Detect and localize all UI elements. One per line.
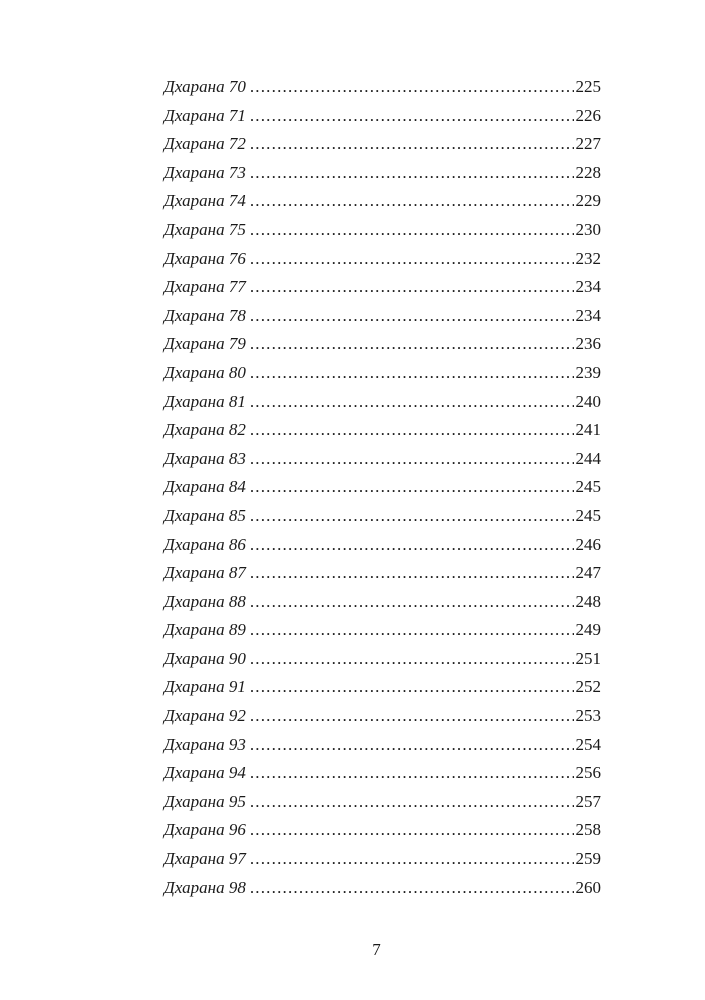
toc-entry-page-number: 245	[575, 477, 601, 497]
toc-entry-title: Дхарана 85	[164, 505, 246, 525]
toc-entry-page-number: 248	[575, 591, 601, 611]
dot-leader	[250, 245, 574, 274]
toc-entry-page-number: 234	[575, 277, 601, 297]
toc-entry-page-number: 257	[575, 791, 601, 811]
toc-entry-page-number: 259	[575, 849, 601, 869]
dot-leader	[250, 330, 574, 359]
toc-entry-page-number: 244	[575, 448, 601, 468]
dot-leader	[250, 559, 574, 588]
toc-entry[interactable]	[164, 73, 601, 102]
toc-entry[interactable]	[164, 502, 601, 531]
toc-entry-page-number: 249	[575, 620, 601, 640]
toc-entry-title: Дхарана 86	[164, 534, 246, 554]
dot-leader	[250, 731, 574, 760]
toc-entry-page-number: 253	[575, 706, 601, 726]
dot-leader	[250, 187, 574, 216]
toc-entry[interactable]	[164, 559, 601, 588]
toc-entry-title: Дхарана 76	[164, 248, 246, 268]
dot-leader	[250, 388, 574, 417]
toc-entry[interactable]	[164, 130, 601, 159]
toc-entry[interactable]	[164, 330, 601, 359]
dot-leader	[250, 359, 574, 388]
toc-entry[interactable]	[164, 473, 601, 502]
toc-entry-page-number: 232	[575, 248, 601, 268]
toc-entry[interactable]	[164, 788, 601, 817]
toc-entry[interactable]	[164, 102, 601, 131]
toc-entry-page-number: 228	[575, 162, 601, 182]
dot-leader	[250, 616, 574, 645]
toc-entry-page-number: 258	[575, 820, 601, 840]
toc-entry[interactable]	[164, 416, 601, 445]
toc-entry-page-number: 234	[575, 305, 601, 325]
toc-entry-title: Дхарана 84	[164, 477, 246, 497]
dot-leader	[250, 816, 574, 845]
toc-entry[interactable]	[164, 816, 601, 845]
toc-entry-title: Дхарана 90	[164, 648, 246, 668]
toc-entry[interactable]	[164, 645, 601, 674]
dot-leader	[250, 73, 574, 102]
toc-entry[interactable]	[164, 388, 601, 417]
toc-entry-title: Дхарана 74	[164, 191, 246, 211]
dot-leader	[250, 845, 574, 874]
toc-entry-title: Дхарана 92	[164, 706, 246, 726]
toc-entry[interactable]	[164, 445, 601, 474]
toc-entry-page-number: 251	[575, 648, 601, 668]
toc-entry-title: Дхарана 79	[164, 334, 246, 354]
dot-leader	[250, 416, 574, 445]
dot-leader	[250, 302, 574, 331]
toc-entry[interactable]	[164, 588, 601, 617]
dot-leader	[250, 673, 574, 702]
toc-entry-title: Дхарана 87	[164, 563, 246, 583]
toc-entry[interactable]	[164, 759, 601, 788]
page-number: 7	[372, 940, 381, 959]
dot-leader	[250, 102, 574, 131]
dot-leader	[250, 130, 574, 159]
toc-entry-page-number: 260	[575, 877, 601, 897]
toc-entry-page-number: 239	[575, 362, 601, 382]
toc-entry-title: Дхарана 95	[164, 791, 246, 811]
toc-entry-title: Дхарана 75	[164, 219, 246, 239]
dot-leader	[250, 588, 574, 617]
toc-entry-title: Дхарана 89	[164, 620, 246, 640]
dot-leader	[250, 473, 574, 502]
toc-entry-page-number: 246	[575, 534, 601, 554]
toc-entry-page-number: 254	[575, 734, 601, 754]
dot-leader	[250, 788, 574, 817]
table-of-contents	[164, 73, 601, 902]
toc-entry[interactable]	[164, 845, 601, 874]
toc-entry-page-number: 256	[575, 763, 601, 783]
toc-entry-page-number: 240	[575, 391, 601, 411]
toc-entry-title: Дхарана 83	[164, 448, 246, 468]
toc-entry-page-number: 226	[575, 105, 601, 125]
dot-leader	[250, 759, 574, 788]
toc-entry[interactable]	[164, 731, 601, 760]
toc-entry[interactable]	[164, 245, 601, 274]
dot-leader	[250, 273, 574, 302]
toc-entry-title: Дхарана 78	[164, 305, 246, 325]
toc-entry-page-number: 230	[575, 219, 601, 239]
toc-entry-title: Дхарана 88	[164, 591, 246, 611]
toc-entry-title: Дхарана 77	[164, 277, 246, 297]
toc-entry[interactable]	[164, 216, 601, 245]
toc-entry[interactable]	[164, 273, 601, 302]
toc-entry-title: Дхарана 73	[164, 162, 246, 182]
toc-entry-title: Дхарана 72	[164, 134, 246, 154]
toc-entry-page-number: 241	[575, 420, 601, 440]
toc-entry[interactable]	[164, 159, 601, 188]
toc-entry[interactable]	[164, 673, 601, 702]
toc-entry-title: Дхарана 80	[164, 362, 246, 382]
toc-entry[interactable]	[164, 616, 601, 645]
toc-entry[interactable]	[164, 531, 601, 560]
toc-entry-page-number: 247	[575, 563, 601, 583]
toc-entry-title: Дхарана 71	[164, 105, 246, 125]
toc-entry-title: Дхарана 97	[164, 849, 246, 869]
dot-leader	[250, 531, 574, 560]
toc-entry-title: Дхарана 82	[164, 420, 246, 440]
toc-entry-title: Дхарана 94	[164, 763, 246, 783]
dot-leader	[250, 645, 574, 674]
toc-entry[interactable]	[164, 302, 601, 331]
toc-entry-title: Дхарана 93	[164, 734, 246, 754]
toc-entry[interactable]	[164, 359, 601, 388]
dot-leader	[250, 445, 574, 474]
toc-entry[interactable]	[164, 187, 601, 216]
toc-entry-page-number: 227	[575, 134, 601, 154]
toc-entry-page-number: 229	[575, 191, 601, 211]
toc-entry-page-number: 236	[575, 334, 601, 354]
toc-entry-title: Дхарана 91	[164, 677, 246, 697]
toc-entry-page-number: 245	[575, 505, 601, 525]
dot-leader	[250, 159, 574, 188]
toc-entry[interactable]	[164, 702, 601, 731]
dot-leader	[250, 502, 574, 531]
dot-leader	[250, 702, 574, 731]
toc-entry-title: Дхарана 81	[164, 391, 246, 411]
dot-leader	[250, 874, 574, 903]
toc-entry-title: Дхарана 96	[164, 820, 246, 840]
toc-entry-page-number: 225	[575, 77, 601, 96]
toc-entry-title: Дхарана 70	[164, 77, 246, 96]
toc-entry-page-number: 252	[575, 677, 601, 697]
toc-entry[interactable]	[164, 874, 601, 903]
dot-leader	[250, 216, 574, 245]
toc-entry-title: Дхарана 98	[164, 877, 246, 897]
